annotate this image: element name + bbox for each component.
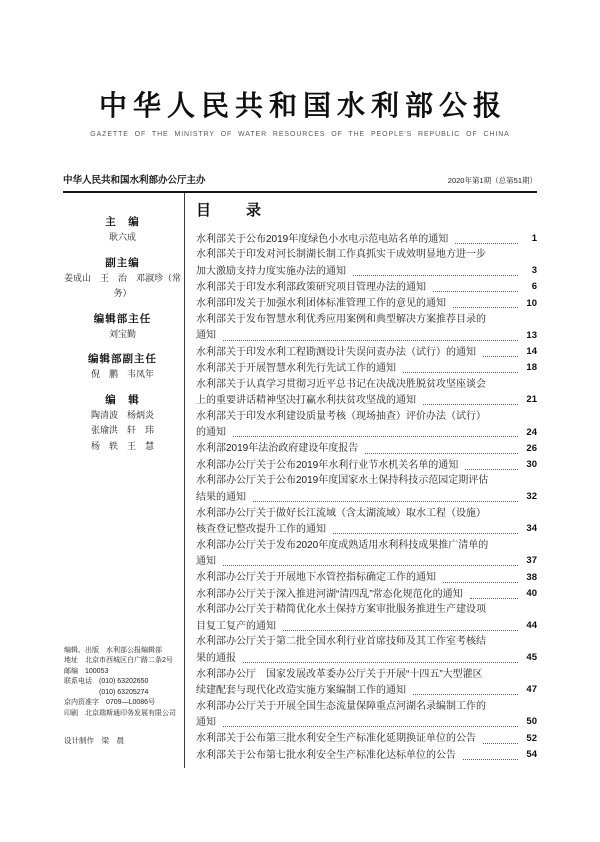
dotted-leader [333, 533, 518, 534]
toc-entry-line [196, 392, 537, 408]
toc-page-number: 47 [526, 684, 537, 696]
toc-entry [196, 473, 537, 505]
toc-entry-line [196, 650, 537, 666]
toc-entry-line [196, 425, 537, 441]
toc-entry-line [196, 714, 537, 730]
toc-entry-line [196, 457, 537, 473]
dotted-leader [470, 598, 518, 599]
toc-entry [196, 506, 537, 538]
toc-entry [196, 667, 537, 699]
toc-entry-text: 水利部关于公布第七批水利安全生产标准化达标单位的公告 [196, 749, 456, 761]
dotted-leader [483, 743, 518, 744]
publisher-line: 联系电话 (010) 63202650 [64, 678, 149, 685]
toc-entry-line [196, 489, 537, 505]
content-columns [63, 193, 537, 768]
toc-entry-text: 水利部办公厅关于发布2020年度成熟适用水利科技成果推广清单的 [196, 539, 489, 551]
toc-entry-line [196, 247, 537, 263]
issue-number: 2020年第1期（总第51期） [447, 176, 537, 185]
editorial-name: 姜成山 王 治 邓淑珍（常务） [63, 272, 181, 298]
dotted-leader [463, 759, 518, 760]
editorial-name: 刘宝勤 [108, 328, 136, 339]
toc-page-number: 38 [526, 571, 537, 583]
toc-entry-text: 水利部关于公布第三批水利安全生产标准化延期换证单位的公告 [196, 733, 476, 745]
toc-entry-line [196, 344, 537, 360]
dotted-leader [403, 372, 518, 373]
gazette-title: 中华人民共和国水利部公报 [98, 90, 507, 121]
publisher-line: 印刷 北京瑞斯通印务发展有限公司 [64, 709, 176, 717]
toc-page-number: 44 [526, 620, 537, 632]
publisher-line: 编辑、出版 水利部公报编辑部 [64, 646, 162, 654]
editorial-role-heading: 编 辑 [105, 393, 140, 406]
dotted-leader [353, 275, 518, 276]
organizer-issue-row [63, 172, 537, 186]
toc-entry-text: 水利部关于发布智慧水利优秀应用案例和典型解决方案推荐目录的 [196, 313, 486, 325]
editorial-sidebar [63, 193, 185, 768]
toc-entry-line [196, 360, 537, 376]
dotted-leader [413, 694, 518, 695]
toc-page-number: 24 [526, 426, 537, 438]
organizer-label: 中华人民共和国水利部办公厅主办 [63, 175, 206, 186]
toc-entry [196, 231, 537, 247]
toc-entry-line [196, 506, 537, 522]
toc-entry-text: 水利部办公厅关于公布2019年水利行业节水机关名单的通知 [196, 459, 459, 471]
toc-entry-text: 果的通报 [196, 652, 236, 664]
toc-entry-text: 水利部办公厅 国家发展改革委办公厅关于开展“十四五”大型灌区 [196, 668, 483, 680]
toc-page-number: 21 [526, 394, 537, 406]
toc-entry [196, 247, 537, 279]
toc-entry-line [196, 279, 537, 295]
toc-entry [196, 296, 537, 312]
toc-page-number: 14 [526, 346, 537, 358]
toc-entry [196, 312, 537, 344]
toc-page-number: 6 [531, 281, 537, 293]
dotted-leader [365, 453, 518, 454]
editorial-board [63, 205, 182, 454]
toc-page-number: 54 [526, 749, 537, 760]
toc-entry-text: 水利部关于认真学习贯彻习近平总书记在决战决胜脱贫攻坚座谈会 [196, 378, 486, 390]
editorial-name: 杨 轶 王 慧 [90, 440, 154, 451]
editorial-role-heading: 编辑部副主任 [88, 353, 157, 365]
toc-entry-text: 结果的通知 [196, 491, 246, 503]
toc-column [185, 193, 537, 768]
toc-entry-text: 水利部2019年法治政府建设年度报告 [196, 443, 359, 455]
toc-page-number: 1 [531, 233, 537, 244]
editorial-name: 倪 鹏 韦凤年 [90, 369, 154, 379]
toc-entry [196, 279, 537, 295]
toc-entry-line [196, 699, 537, 715]
editorial-role-heading: 编辑部主任 [93, 312, 152, 325]
toc-entry-line [196, 682, 537, 698]
toc-heading: 目 录 [196, 202, 272, 219]
toc-entry-line [196, 473, 537, 489]
dotted-leader [233, 436, 518, 437]
dotted-leader [443, 582, 518, 583]
toc-page-number: 26 [526, 442, 537, 454]
toc-entry-text: 水利部关于印发水利部政策研究项目管理办法的通知 [196, 281, 426, 293]
toc-entry-text: 水利部办公厅关于公布2019年度国家水土保持科技示范园定期评估 [196, 475, 489, 487]
toc-entry-text: 续建配套与现代化改造实施方案编制工作的通知 [196, 684, 406, 696]
dotted-leader [433, 291, 518, 292]
toc-entry-text: 水利部关于公布2019年度绿色小水电示范电站名单的通知 [196, 233, 449, 245]
toc-entry-line [196, 634, 537, 650]
editorial-name: 陶清波 杨炳炎 [90, 409, 154, 420]
toc-entry-line [196, 441, 537, 457]
editorial-role-heading: 主 编 [105, 216, 140, 228]
toc-entry-line [196, 263, 537, 279]
toc-entry-line [196, 618, 537, 634]
toc-entry [196, 360, 537, 376]
toc-entry-line [196, 538, 537, 554]
toc-list [196, 231, 537, 763]
toc-page-number: 40 [526, 588, 537, 600]
toc-entry-text: 水利部办公厅关于精简优化水土保持方案审批服务推进生产建设项 [196, 604, 486, 616]
toc-entry [196, 377, 537, 409]
toc-entry-text: 通知 [196, 330, 216, 342]
publisher-line: 邮编 100053 [64, 667, 109, 675]
toc-entry [196, 538, 537, 570]
publisher-block [63, 646, 182, 720]
toc-entry-line [196, 731, 537, 747]
toc-entry [196, 602, 537, 634]
publisher-line: 京内资准字 0709—L0086号 [64, 699, 156, 706]
toc-entry-text: 水利部办公厅关于深入推进河湖“清四乱”常态化规范化的通知 [196, 588, 463, 600]
dotted-leader [283, 630, 518, 631]
dotted-leader [483, 356, 518, 357]
toc-entry-text: 水利部关于开展智慧水利先行先试工作的通知 [196, 362, 396, 374]
toc-entry-line [196, 586, 537, 602]
dotted-leader [423, 404, 518, 405]
toc-entry [196, 409, 537, 441]
toc-page-number: 13 [526, 329, 537, 341]
toc-entry [196, 586, 537, 602]
designer-credit: 设计制作 梁 晨 [64, 736, 124, 745]
toc-entry-line [196, 231, 537, 247]
publisher-line: 地址 北京市西城区白广路二条2号 [64, 657, 173, 664]
toc-entry-line [196, 553, 537, 569]
toc-entry-text: 通知 [196, 555, 216, 567]
toc-entry-line [196, 602, 537, 618]
toc-entry-text: 目复工复产的通知 [196, 620, 276, 632]
toc-entry-text: 通知 [196, 716, 216, 728]
toc-entry-line [196, 296, 537, 312]
dotted-leader [453, 307, 518, 308]
toc-page-number: 3 [531, 265, 537, 277]
toc-entry [196, 457, 537, 473]
toc-page-number: 34 [526, 523, 537, 535]
toc-entry-line [196, 667, 537, 683]
dotted-leader [243, 662, 518, 663]
toc-entry [196, 699, 537, 731]
toc-entry-line [196, 377, 537, 393]
toc-entry [196, 344, 537, 360]
toc-entry-text: 水利部办公厅关于做好长江流域（含太湖流域）取水工程（设施） [196, 507, 486, 519]
toc-entry [196, 634, 537, 666]
publisher-line: (010) 63205274 [64, 688, 149, 696]
toc-entry-text: 上的重要讲话精神坚决打赢水利扶贫攻坚战的通知 [196, 394, 416, 406]
dotted-leader [253, 501, 518, 502]
toc-entry-text: 水利部印发关于加强水利团体标准管理工作的意见的通知 [196, 298, 446, 310]
toc-page-number: 32 [526, 491, 537, 503]
toc-entry-line [196, 570, 537, 586]
toc-page-number: 10 [526, 297, 537, 309]
toc-entry-line [196, 328, 537, 344]
toc-entry-text: 加大激励支持力度实施办法的通知 [196, 265, 346, 277]
toc-entry-text: 水利部关于印发水利建设质量考核（现场抽查）评价办法（试行） [196, 410, 486, 422]
editorial-name: 耿六成 [108, 232, 136, 242]
toc-entry-text: 水利部关于印发水利工程勘测设计失误问责办法（试行）的通知 [196, 346, 476, 358]
dotted-leader [223, 340, 518, 341]
dotted-leader [455, 243, 518, 244]
toc-entry-text: 水利部办公厅关于开展地下水管控指标确定工作的通知 [196, 572, 436, 584]
toc-entry-text: 的通知 [196, 427, 226, 439]
toc-entry-line [196, 312, 537, 328]
toc-page-number: 52 [526, 732, 537, 744]
toc-page-number: 18 [526, 362, 537, 374]
toc-entry [196, 747, 537, 763]
dotted-leader [223, 726, 518, 727]
toc-entry-text: 水利部办公厅关于开展全国生态流量保障重点河湖名录编制工作的 [196, 700, 486, 712]
masthead [0, 0, 600, 138]
dotted-leader [223, 565, 518, 566]
toc-page-number: 50 [526, 716, 537, 728]
toc-entry-text: 水利部关于印发对河长制湖长制工作真抓实干成效明显地方进一步 [196, 249, 486, 261]
toc-page-number: 37 [526, 555, 537, 567]
editorial-name: 张瑜洪 轩 玮 [90, 425, 154, 435]
toc-entry-line [196, 747, 537, 763]
toc-entry-line [196, 521, 537, 537]
toc-entry [196, 570, 537, 586]
toc-entry-text: 水利部办公厅关于第二批全国水利行业首席技师及其工作室考核结 [196, 636, 486, 648]
toc-entry [196, 441, 537, 457]
toc-page-number: 30 [526, 459, 537, 471]
dotted-leader [465, 469, 518, 470]
toc-page-number: 45 [526, 652, 537, 664]
toc-entry [196, 731, 537, 747]
toc-entry-text: 核查登记整改提升工作的通知 [196, 523, 326, 535]
gazette-subtitle-english: GAZETTE OF THE MINISTRY OF WATER RESOURCES OF THE PEOPLE'S REPUBLIC OF CHINA [90, 131, 510, 138]
editorial-role-heading: 副主编 [105, 256, 140, 269]
toc-entry-line [196, 409, 537, 425]
